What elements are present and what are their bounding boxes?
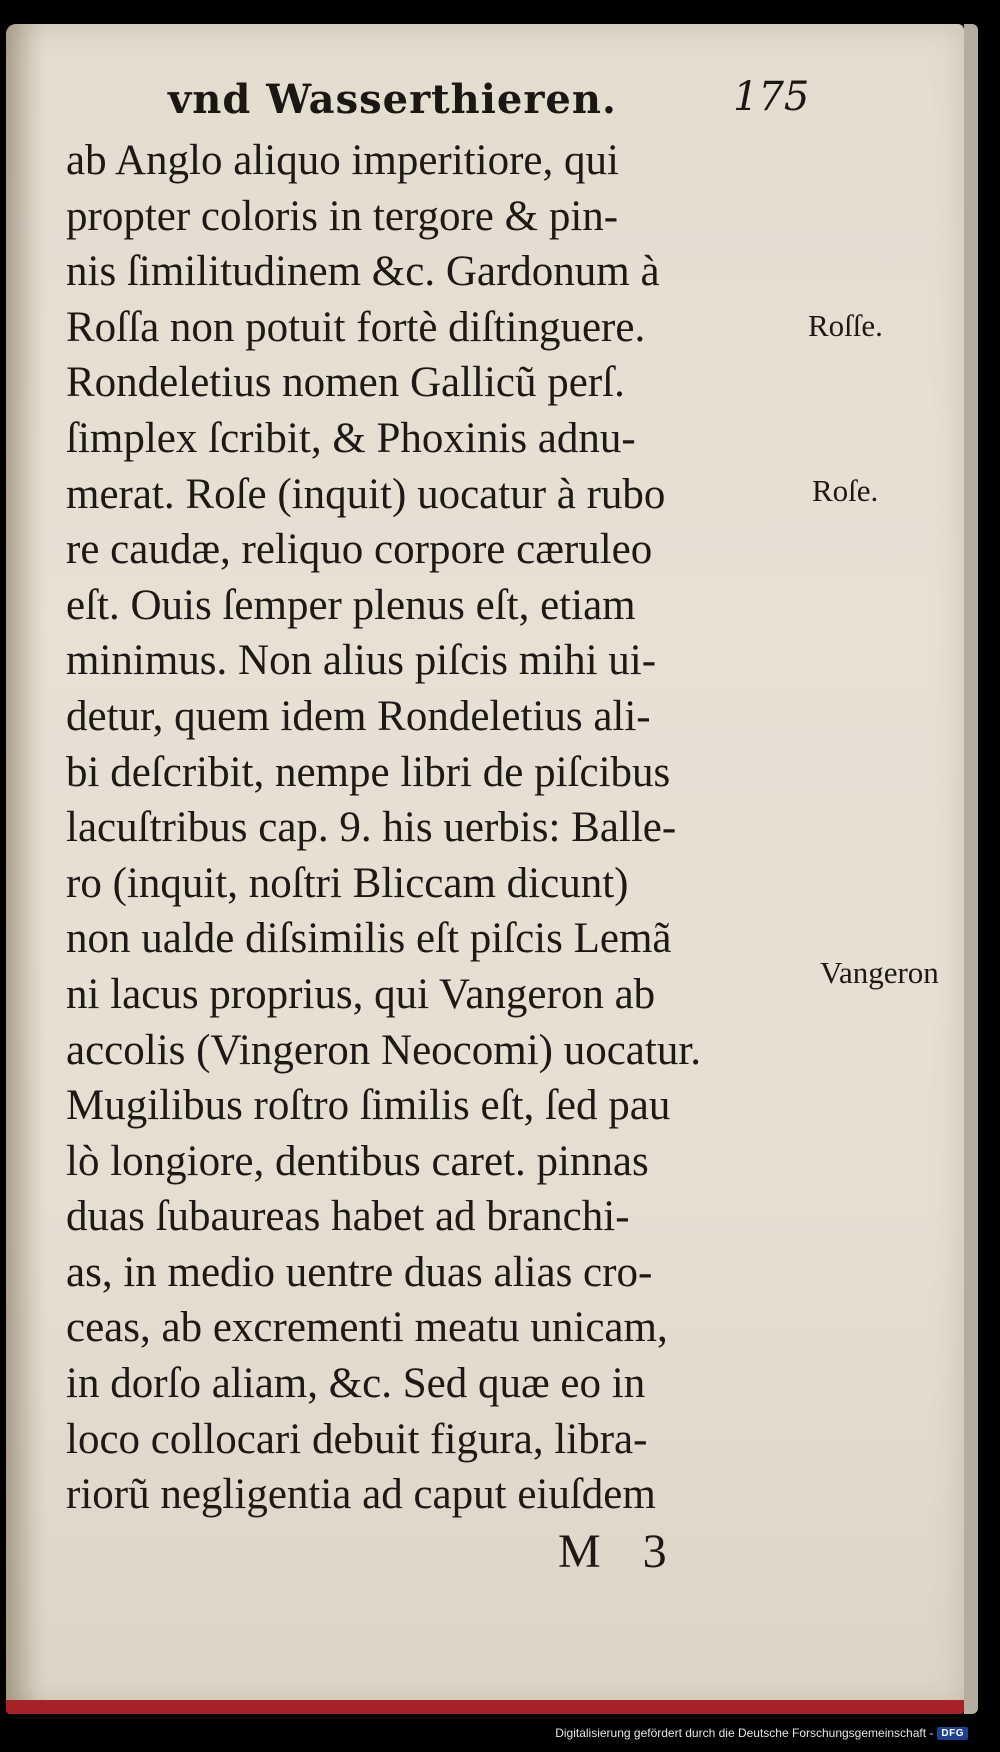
text-line: merat. Roſe (inquit) uocatur à rubo xyxy=(66,470,666,518)
text-line: Mugilibus roſtro ſimilis eſt, ſed pau xyxy=(66,1082,671,1130)
digitization-credit xyxy=(555,1726,968,1740)
text-line: accolis (Vingeron Neocomi) uocatur. xyxy=(66,1026,702,1074)
text-line: lò longiore, dentibus caret. pinnas xyxy=(66,1137,649,1185)
page-number: 175 xyxy=(733,74,810,120)
text-line: Roſſa non potuit fortè diſtinguere. xyxy=(66,303,646,351)
text-line: propter coloris in tergore & pin- xyxy=(66,192,619,240)
dfg-logo-icon: DFG xyxy=(937,1727,968,1740)
text-line: ceas, ab excrementi meatu unicam, xyxy=(66,1304,668,1352)
text-line: lacuſtribus cap. 9. his uerbis: Balle- xyxy=(66,804,677,852)
text-line: ab Anglo aliquo imperitiore, qui xyxy=(66,137,619,184)
text-line: riorũ negligentia ad caput eiuſdem xyxy=(66,1471,656,1519)
text-line: ſimplex ſcribit, & Phoxinis adnu- xyxy=(66,414,636,462)
text-line: minimus. Non alius piſcis mihi ui- xyxy=(66,637,657,685)
text-line: ni lacus proprius, qui Vangeron ab xyxy=(66,970,656,1018)
text-line: in dorſo aliam, &c. Sed quæ eo in xyxy=(66,1360,646,1408)
text-line: Rondeletius nomen Gallicũ perſ. xyxy=(66,359,625,407)
text-line: as, in medio uentre duas alias cro- xyxy=(66,1248,653,1296)
text-line: re caudæ, reliquo corpore cæruleo xyxy=(66,526,653,574)
text-line: detur, quem idem Rondeletius ali- xyxy=(66,692,651,740)
marginal-note-rosse: Roſſe. xyxy=(808,308,883,343)
text-line: eſt. Ouis ſemper plenus eſt, etiam xyxy=(66,581,636,629)
marginal-note-vangeron: Vangeron xyxy=(820,955,939,990)
text-line: bi deſcribit, nempe libri de piſcibus xyxy=(66,748,671,796)
text-line: non ualde diſsimilis eſt piſcis Lemã xyxy=(66,915,672,963)
digitization-credit-text: Digitalisierung gefördert durch die Deutsche Forschungsgemeinschaft - xyxy=(555,1726,934,1740)
text-line: ro (inquit, noſtri Bliccam dicunt) xyxy=(66,859,629,907)
page-edge-right xyxy=(964,24,978,1714)
book-cover-edge xyxy=(6,1700,964,1714)
page-gutter-shadow xyxy=(6,24,46,1706)
text-line: duas ſubaureas habet ad branchi- xyxy=(66,1193,630,1241)
signature-mark: M 3 xyxy=(558,1525,667,1578)
text-line: nis ſimilitudinem &c. Gardonum à xyxy=(66,248,660,296)
text-line: loco collocari debuit figura, libra- xyxy=(66,1415,648,1463)
body-text-block xyxy=(66,133,826,1523)
marginal-note-rose: Roſe. xyxy=(812,473,879,508)
running-head: vnd Wasserthieren. xyxy=(168,76,617,123)
